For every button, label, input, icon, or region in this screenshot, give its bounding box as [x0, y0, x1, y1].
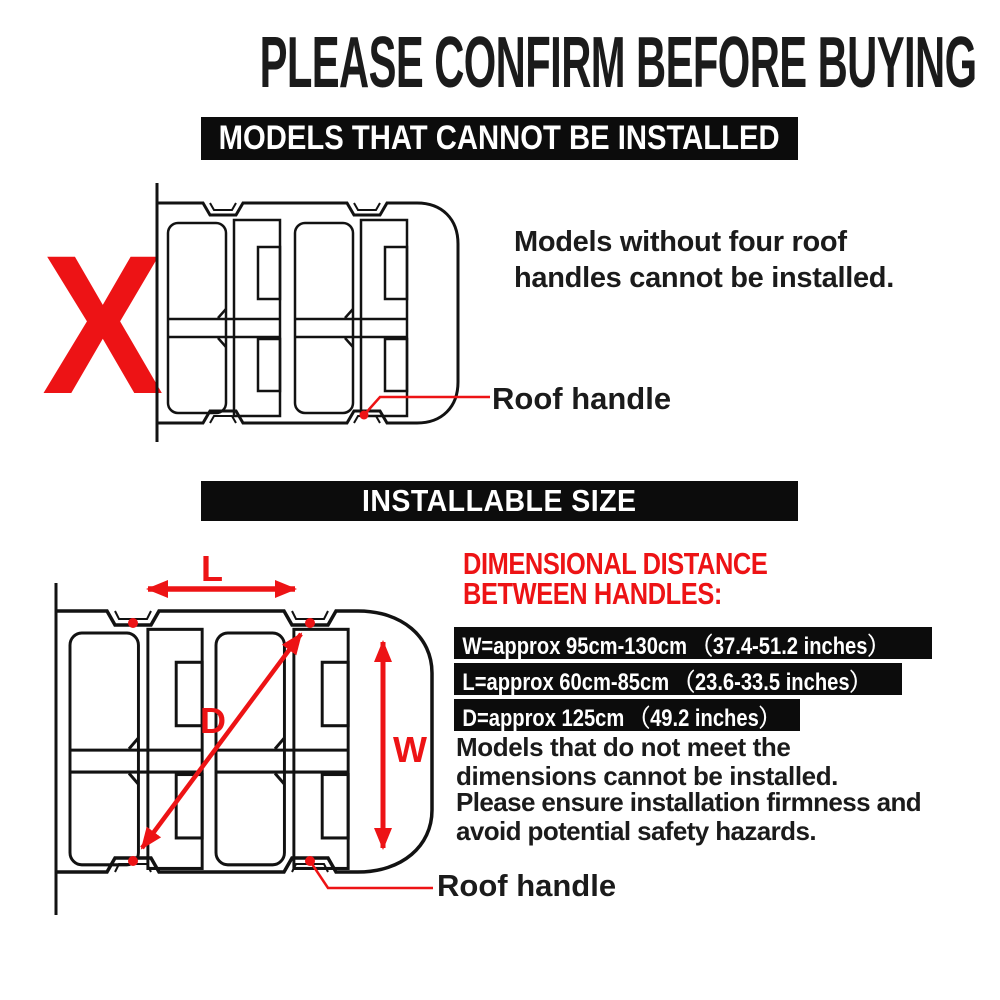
- car-roof-diagram-dimensions: [40, 545, 470, 930]
- section-header-cannot-text: MODELS THAT CANNOT BE INSTALLED: [219, 119, 780, 157]
- section-header-installable-size: [201, 481, 798, 521]
- section-header-size-text: INSTALLABLE SIZE: [362, 483, 637, 518]
- dimension-bar-l: [454, 663, 902, 695]
- note-dimensions: Models that do not meet the dimensions cannot be installed.: [456, 732, 839, 791]
- dimension-l-text: L=approx 60cm-85cm （23.6-33.5 inches）: [462, 668, 870, 696]
- roof-handle-dot: [128, 618, 138, 628]
- front-seats: [216, 629, 348, 868]
- roof-handle-label-top: Roof handle: [492, 381, 672, 416]
- heading-line-2: BETWEEN HANDLES:: [463, 576, 722, 611]
- note-no-handles: Models without four roof handles cannot be installed.: [514, 226, 894, 294]
- car-outline: [56, 611, 432, 872]
- front-seats: [295, 220, 407, 416]
- roof-handle-leader-line: [364, 397, 490, 415]
- l-dimension-label: L: [201, 548, 223, 589]
- heading-line-1: DIMENSIONAL DISTANCE: [463, 546, 768, 581]
- roof-handle-label-bottom: Roof handle: [437, 868, 617, 903]
- dimension-w-text: W=approx 95cm-130cm （37.4-51.2 inches）: [462, 632, 888, 660]
- rear-seats: [70, 629, 202, 868]
- page-title-text: PLEASE CONFIRM BEFORE BUYING: [259, 23, 977, 103]
- car-roof-diagram-no-handles: [150, 180, 490, 455]
- dimension-d-text: D=approx 125cm （49.2 inches）: [462, 704, 779, 732]
- dimension-bar-d: [454, 699, 800, 731]
- roof-handle-dot: [305, 618, 315, 628]
- note-safety: Please ensure installation firmness and avoid potential safety hazards.: [456, 787, 922, 846]
- d-dimension-label: D: [200, 700, 226, 741]
- rear-seats: [168, 220, 280, 416]
- page-title: [0, 23, 1000, 103]
- car-outline: [157, 203, 458, 423]
- roof-handle-leader-line: [310, 861, 433, 888]
- dimension-bar-w: [454, 627, 932, 659]
- roof-handle-dot: [128, 856, 138, 866]
- w-dimension-label: W: [393, 729, 427, 770]
- dimensional-distance-heading: [463, 546, 834, 611]
- section-header-cannot-be-installed: [201, 117, 798, 160]
- x-cross-glyph: X: [41, 214, 164, 435]
- d-dimension-arrow: [142, 634, 301, 848]
